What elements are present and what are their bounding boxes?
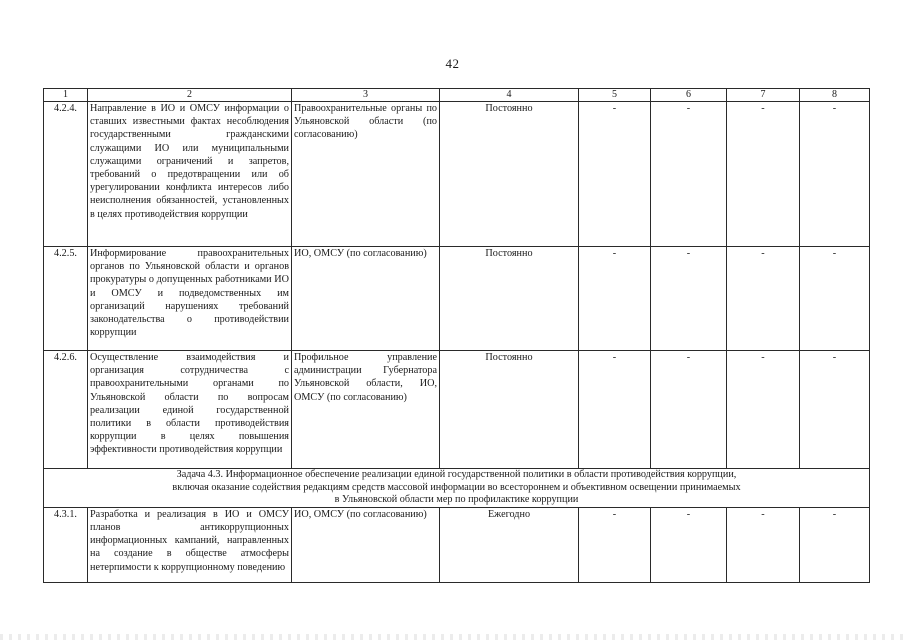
item-number: 4.2.4.	[44, 102, 88, 247]
item-number: 4.2.5.	[44, 247, 88, 351]
table-row	[44, 351, 870, 469]
item-deadline: Постоянно	[440, 102, 579, 247]
item-action: Направление в ИО и ОМСУ информации о ставших известными фактах несоблюдения государственными гражданскими служащими ИО или муниципальными служащими ограничений и запретов, требований о предотвращении или об урегулировании конфликта интересов либо неисполнения обязанностей, установленных в целях противодействия коррупции	[88, 102, 292, 247]
task-line-2: включая оказание содействия редакциям средств массовой информации во всестороннем и объективном освещении принимаемых	[172, 481, 741, 493]
item-number: 4.2.6.	[44, 351, 88, 469]
header-col-8: 8	[800, 89, 870, 102]
header-col-6: 6	[651, 89, 727, 102]
header-col-2: 2	[88, 89, 292, 102]
item-col-7: -	[727, 247, 800, 351]
item-col-5: -	[579, 247, 651, 351]
item-deadline: Ежегодно	[440, 507, 579, 582]
table-row	[44, 507, 870, 582]
item-number: 4.3.1.	[44, 507, 88, 582]
header-row	[44, 89, 870, 102]
item-responsible: Профильное управление администрации Губернатора Ульяновской области, ИО, ОМСУ (по согласованию)	[292, 351, 440, 469]
item-action: Информирование правоохранительных органов по Ульяновской области и органов прокуратуры о допущенных работниками ИО и ОМСУ и подведомственных им организаций нарушениях требований законодательства о противодействии коррупции	[88, 247, 292, 351]
item-col-5: -	[579, 507, 651, 582]
page-number: 42	[445, 56, 460, 71]
table-row	[44, 247, 870, 351]
task-line-3: в Ульяновской области мер по профилактике коррупции	[334, 494, 579, 506]
item-col-6: -	[651, 247, 727, 351]
scan-edge-artifact	[0, 634, 905, 640]
item-responsible: ИО, ОМСУ (по согласованию)	[292, 507, 440, 582]
item-responsible: Правоохранительные органы по Ульяновской области (по согласованию)	[292, 102, 440, 247]
header-col-3: 3	[292, 89, 440, 102]
item-responsible: ИО, ОМСУ (по согласованию)	[292, 247, 440, 351]
item-col-6: -	[651, 102, 727, 247]
item-col-7: -	[727, 351, 800, 469]
item-col-8: -	[800, 507, 870, 582]
task-row	[44, 469, 870, 508]
header-col-5: 5	[579, 89, 651, 102]
task-heading	[44, 469, 870, 508]
item-col-8: -	[800, 247, 870, 351]
task-line-1: Задача 4.3. Информационное обеспечение реализации единой государственной политики в области противодействия коррупции,	[176, 469, 737, 480]
item-col-8: -	[800, 351, 870, 469]
header-col-7: 7	[727, 89, 800, 102]
item-col-7: -	[727, 102, 800, 247]
measures-table	[43, 88, 870, 583]
item-col-7: -	[727, 507, 800, 582]
item-action: Осуществление взаимодействия и организация сотрудничества с правоохранительными органами по Ульяновской области по вопросам реализации единой государственной политики в области противодействия коррупции в целях повышения эффективности противодействия коррупции	[88, 351, 292, 469]
item-deadline: Постоянно	[440, 247, 579, 351]
item-col-6: -	[651, 351, 727, 469]
item-deadline: Постоянно	[440, 351, 579, 469]
header-col-4: 4	[440, 89, 579, 102]
header-col-1: 1	[44, 89, 88, 102]
item-col-5: -	[579, 351, 651, 469]
item-col-8: -	[800, 102, 870, 247]
item-col-6: -	[651, 507, 727, 582]
table-row	[44, 102, 870, 247]
item-col-5: -	[579, 102, 651, 247]
item-action: Разработка и реализация в ИО и ОМСУ планов антикоррупционных информационных кампаний, направленных на создание в обществе атмосферы нетерпимости к коррупционному поведению	[88, 507, 292, 582]
